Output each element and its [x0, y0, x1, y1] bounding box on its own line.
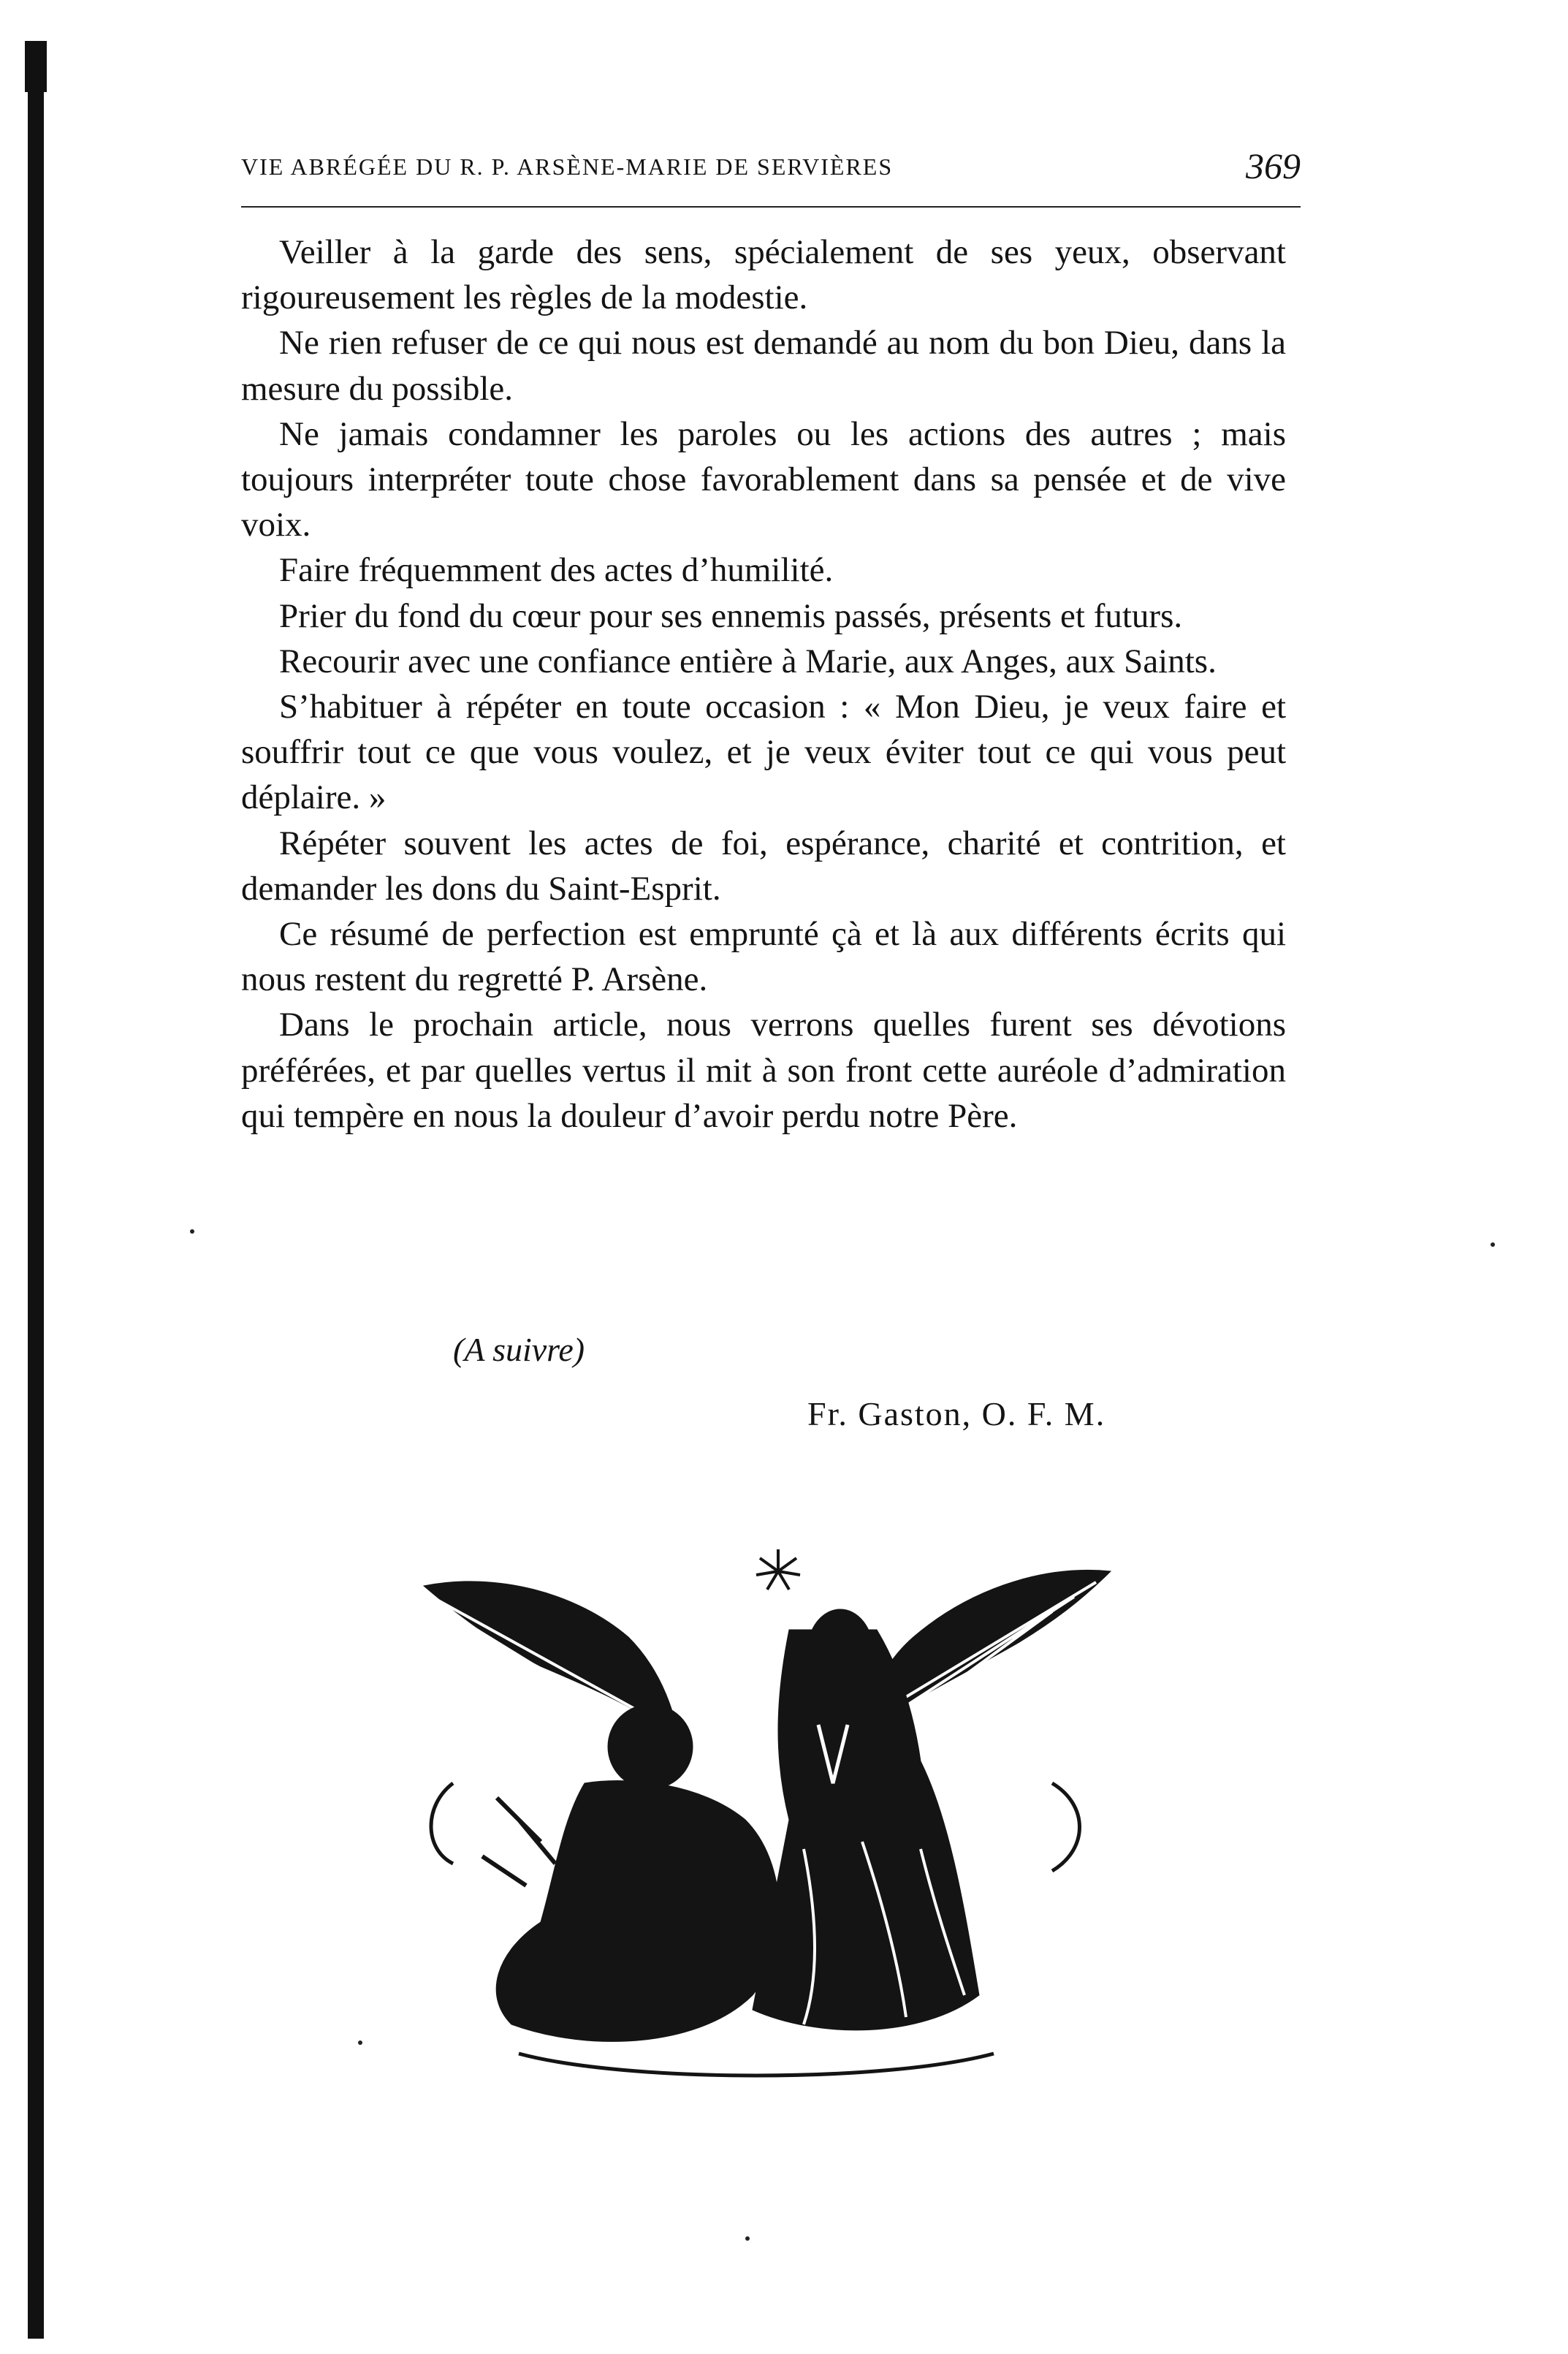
page-header [241, 143, 1301, 187]
paragraph-summary-source: Ce résumé de perfection est emprunté çà et là aux différents écrits qui nous restent du regretté P. Arsène. [241, 915, 1286, 999]
binding-edge [28, 44, 44, 2339]
paragraph-humility: Faire fréquemment des actes d’humilité. [279, 551, 834, 590]
kneeling-angel-body-icon [496, 1781, 779, 2042]
paper-speck [358, 2040, 362, 2045]
paper-speck [1491, 1242, 1495, 1247]
paper-speck [745, 2236, 750, 2241]
header-rule [241, 206, 1301, 208]
author-signature: Fr. Gaston, O. F. M. [807, 1395, 1106, 1432]
paragraph-repeat-prayer: S’habituer à répéter en toute occasion : « Mon Dieu, je veux faire et souffrir tout ce que vous voulez, et je veux éviter tout ce qui vous peut déplaire. » [241, 688, 1286, 817]
paragraph-never-condemn: Ne jamais condamner les paroles ou les actions des autres ; mais toujours interpréter toute chose favorablement dans sa pensée et de vive voix. [241, 414, 1286, 544]
paragraph-next-article: Dans le prochain article, nous verrons quelles furent ses dévotions préférées, et par quelles vertus il mit à son front cette auréole d’admiration qui tempère en nous la douleur d’avoir perdu notre Père. [241, 1006, 1286, 1135]
binding-edge-top [25, 41, 47, 92]
paragraph-pray-enemies: Prier du fond du cœur pour ses ennemis passés, présents et futurs. [279, 596, 1183, 635]
running-title: VIE ABRÉGÉE DU R. P. ARSÈNE-MARIE DE SERVIÈRES [241, 153, 894, 180]
two-angels-vignette-icon [409, 1542, 1125, 2097]
kneeling-angel-head-icon [608, 1704, 693, 1789]
body-text [241, 229, 1286, 1139]
vignette-drawing [409, 1542, 1125, 2097]
paper-speck [190, 1229, 194, 1234]
paragraph-acts-of-faith: Répéter souvent les actes de foi, espérance, charité et contrition, et demander les dons du Saint-Esprit. [241, 824, 1286, 908]
page-number: 369 [1246, 145, 1301, 186]
to-be-continued: (A suivre) [453, 1331, 585, 1368]
paragraph-guard-senses: Veiller à la garde des sens, spécialement de ses yeux, observant rigoureusement les règles de la modestie. [241, 233, 1286, 317]
paragraph-recourse-mary: Recourir avec une confiance entière à Marie, aux Anges, aux Saints. [279, 642, 1217, 680]
paragraph-refuse-nothing: Ne rien refuser de ce qui nous est demandé au nom du bon Dieu, dans la mesure du possible. [241, 324, 1286, 408]
star-icon [756, 1549, 800, 1590]
